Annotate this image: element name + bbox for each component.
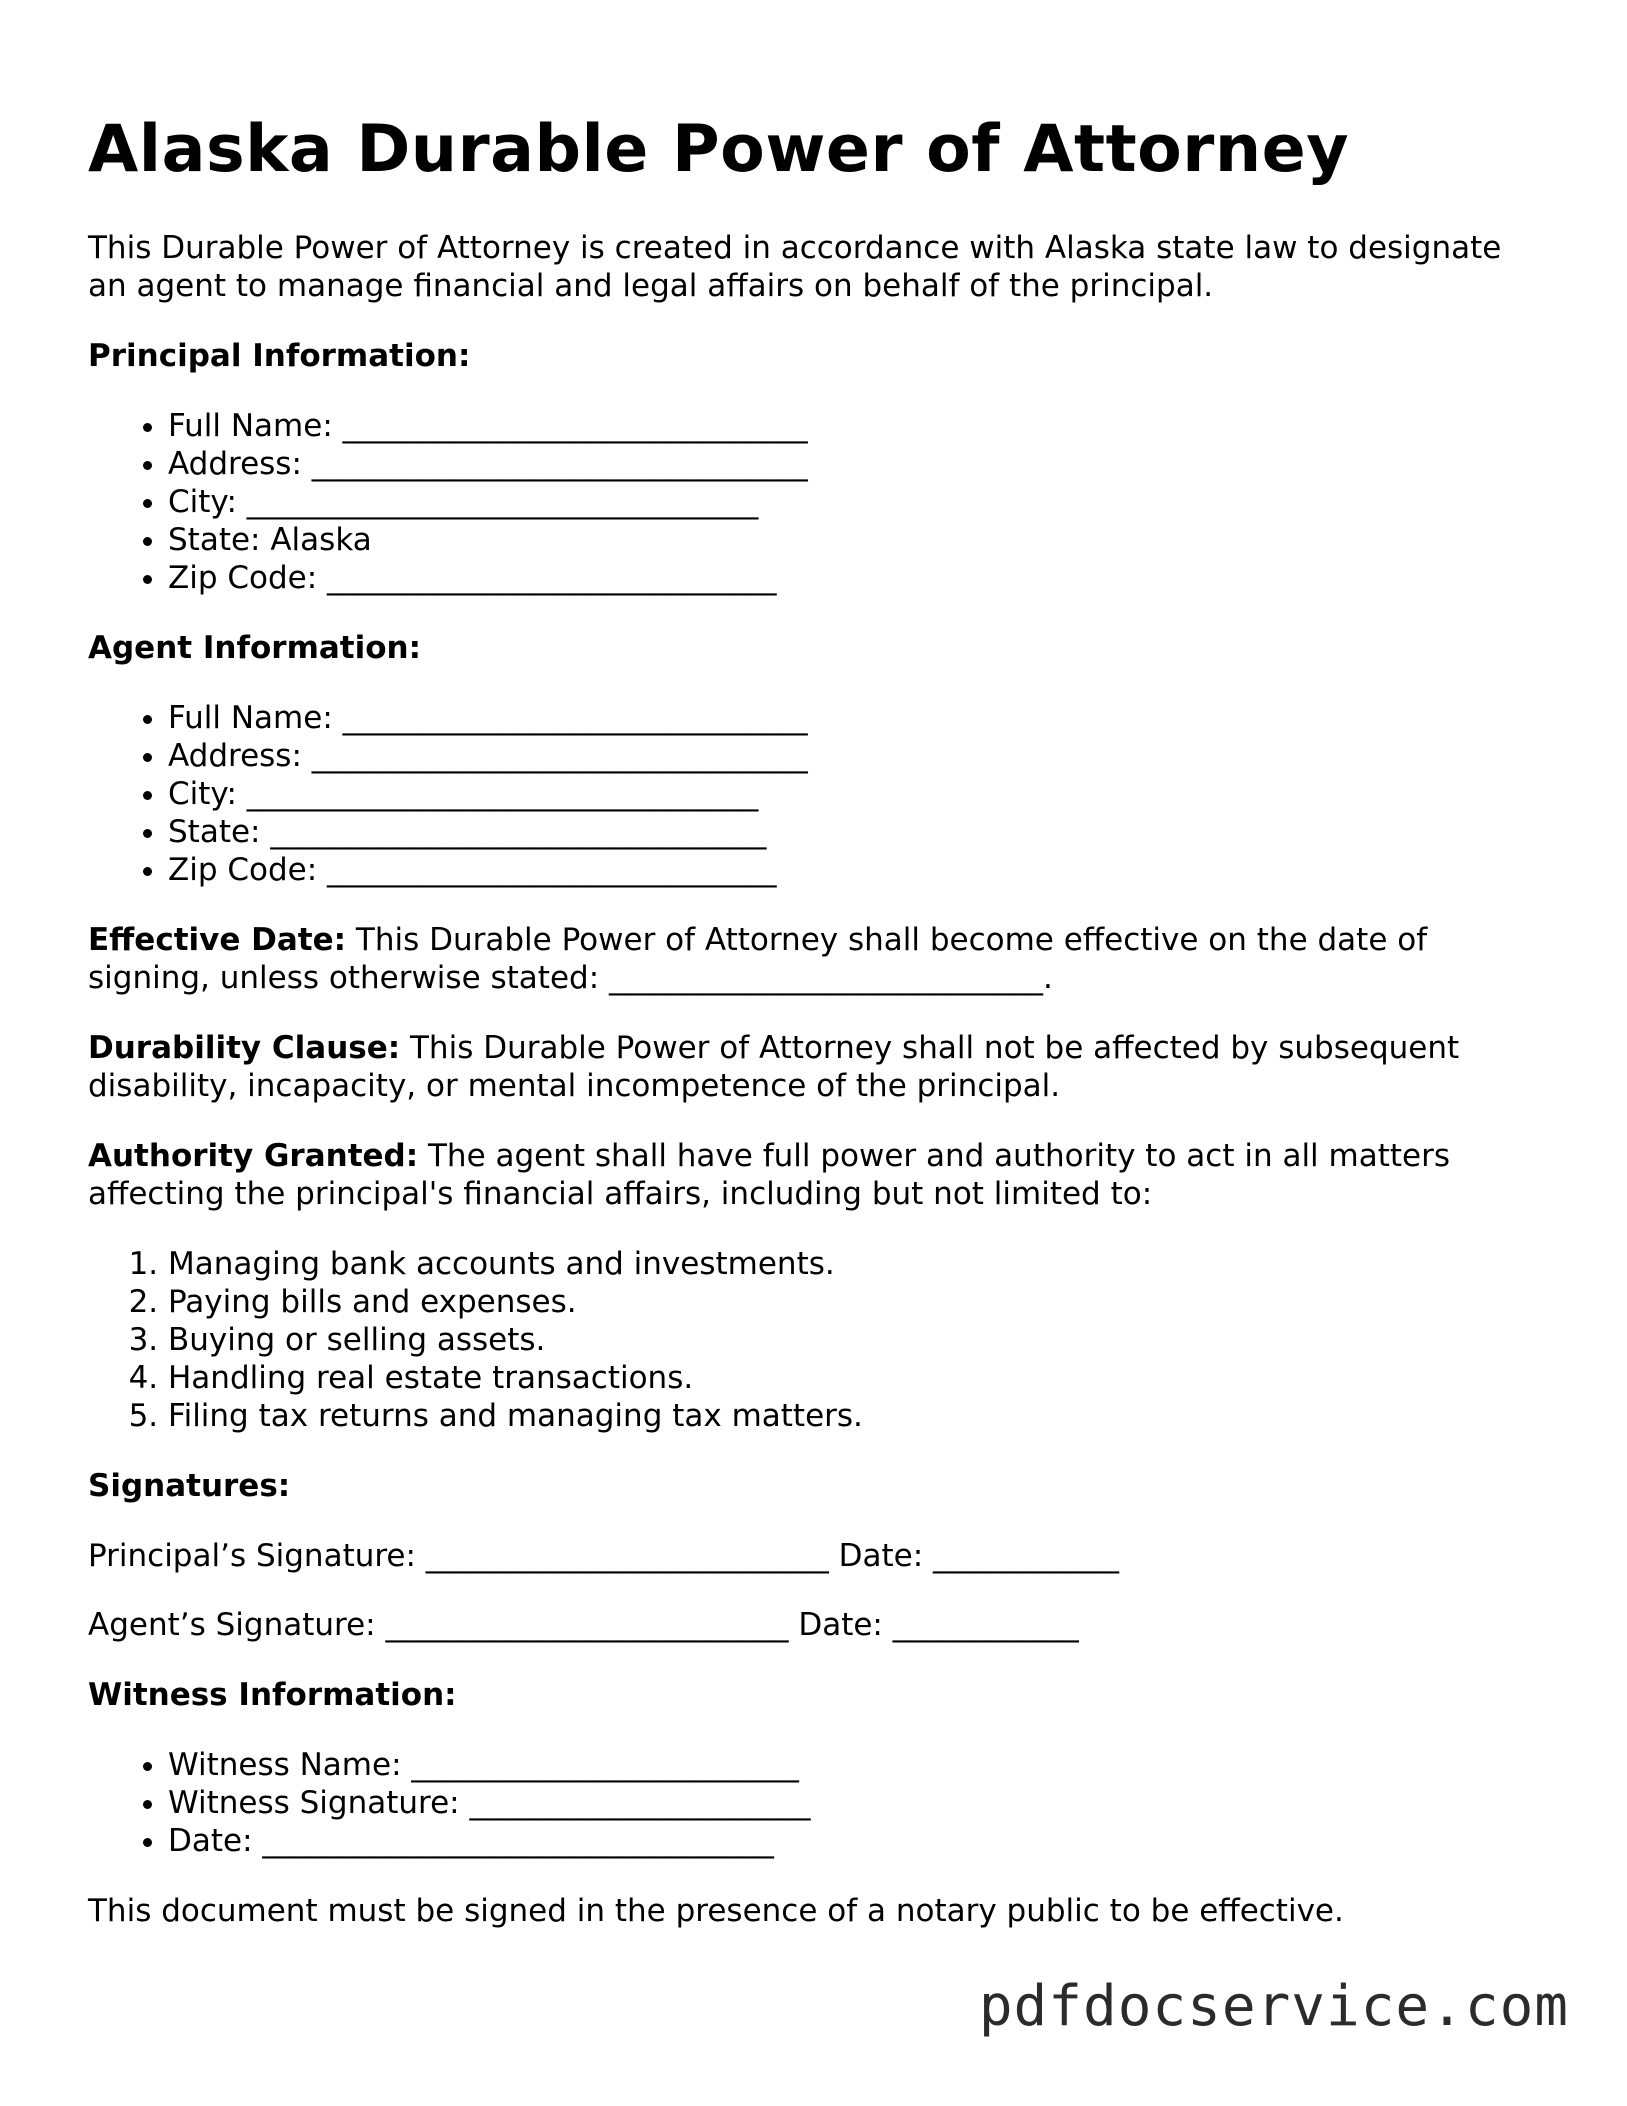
- effective-date-text: This Durable Power of Attorney shall become effective on the date of signing, unless otherwise stated: ____________________________.: [88, 922, 1428, 996]
- authority-item: 2. Paying bills and expenses.: [168, 1283, 1548, 1321]
- agent-signature-line: Agent’s Signature: __________________________ Date: ____________: [88, 1607, 1079, 1643]
- principal-zip: • Zip Code: _____________________________: [168, 559, 1548, 597]
- principal-address: • Address: ________________________________: [168, 445, 1548, 483]
- notary-note: This document must be signed in the presence of a notary public to be effective.: [88, 1893, 1344, 1929]
- durability-text: This Durable Power of Attorney shall not be affected by subsequent disability, incapacity, or mental incompetence of the principal.: [88, 1030, 1460, 1104]
- authority-item: 1. Managing bank accounts and investments.: [168, 1245, 1548, 1283]
- principal-state: • State: Alaska: [168, 521, 1548, 559]
- principal-list: [88, 407, 1548, 597]
- authority-item: 4. Handling real estate transactions.: [168, 1359, 1548, 1397]
- witness-date: • Date: _________________________________: [168, 1822, 1548, 1860]
- principal-signature-line: Principal’s Signature: __________________________ Date: ____________: [88, 1538, 1120, 1574]
- authority-text: The agent shall have full power and authority to act in all matters affecting the principal's financial affairs, including but not limited to:: [88, 1138, 1450, 1212]
- authority-paragraph: [88, 1137, 1548, 1213]
- document-page: [88, 110, 1548, 1930]
- authority-list: [88, 1245, 1548, 1435]
- witness-list: [88, 1746, 1548, 1860]
- agent-city: • City: _________________________________: [168, 775, 1548, 813]
- durability-paragraph: [88, 1029, 1548, 1105]
- principal-full-name: • Full Name: ______________________________: [168, 407, 1548, 445]
- principal-city: • City: _________________________________: [168, 483, 1548, 521]
- agent-heading: Agent Information:: [88, 630, 421, 666]
- durability-label: Durability Clause:: [88, 1030, 401, 1066]
- agent-list: [88, 699, 1548, 889]
- intro-paragraph: This Durable Power of Attorney is created in accordance with Alaska state law to designate an agent to manage financial and legal affairs on behalf of the principal.: [88, 230, 1502, 304]
- authority-label: Authority Granted:: [88, 1138, 419, 1174]
- effective-date-paragraph: [88, 921, 1548, 997]
- witness-signature: • Witness Signature: ______________________: [168, 1784, 1548, 1822]
- agent-address: • Address: ________________________________: [168, 737, 1548, 775]
- agent-full-name: • Full Name: ______________________________: [168, 699, 1548, 737]
- witness-heading: Witness Information:: [88, 1677, 457, 1713]
- authority-item: 5. Filing tax returns and managing tax matters.: [168, 1397, 1548, 1435]
- agent-state: • State: ________________________________: [168, 813, 1548, 851]
- authority-item: 3. Buying or selling assets.: [168, 1321, 1548, 1359]
- witness-name: • Witness Name: _________________________: [168, 1746, 1548, 1784]
- signatures-heading: Signatures:: [88, 1468, 291, 1504]
- agent-zip: • Zip Code: _____________________________: [168, 851, 1548, 889]
- footer-brand-watermark: pdfdocservice.com: [978, 1974, 1569, 2039]
- effective-date-label: Effective Date:: [88, 922, 347, 958]
- principal-heading: Principal Information:: [88, 338, 471, 374]
- document-title: Alaska Durable Power of Attorney: [88, 112, 1350, 187]
